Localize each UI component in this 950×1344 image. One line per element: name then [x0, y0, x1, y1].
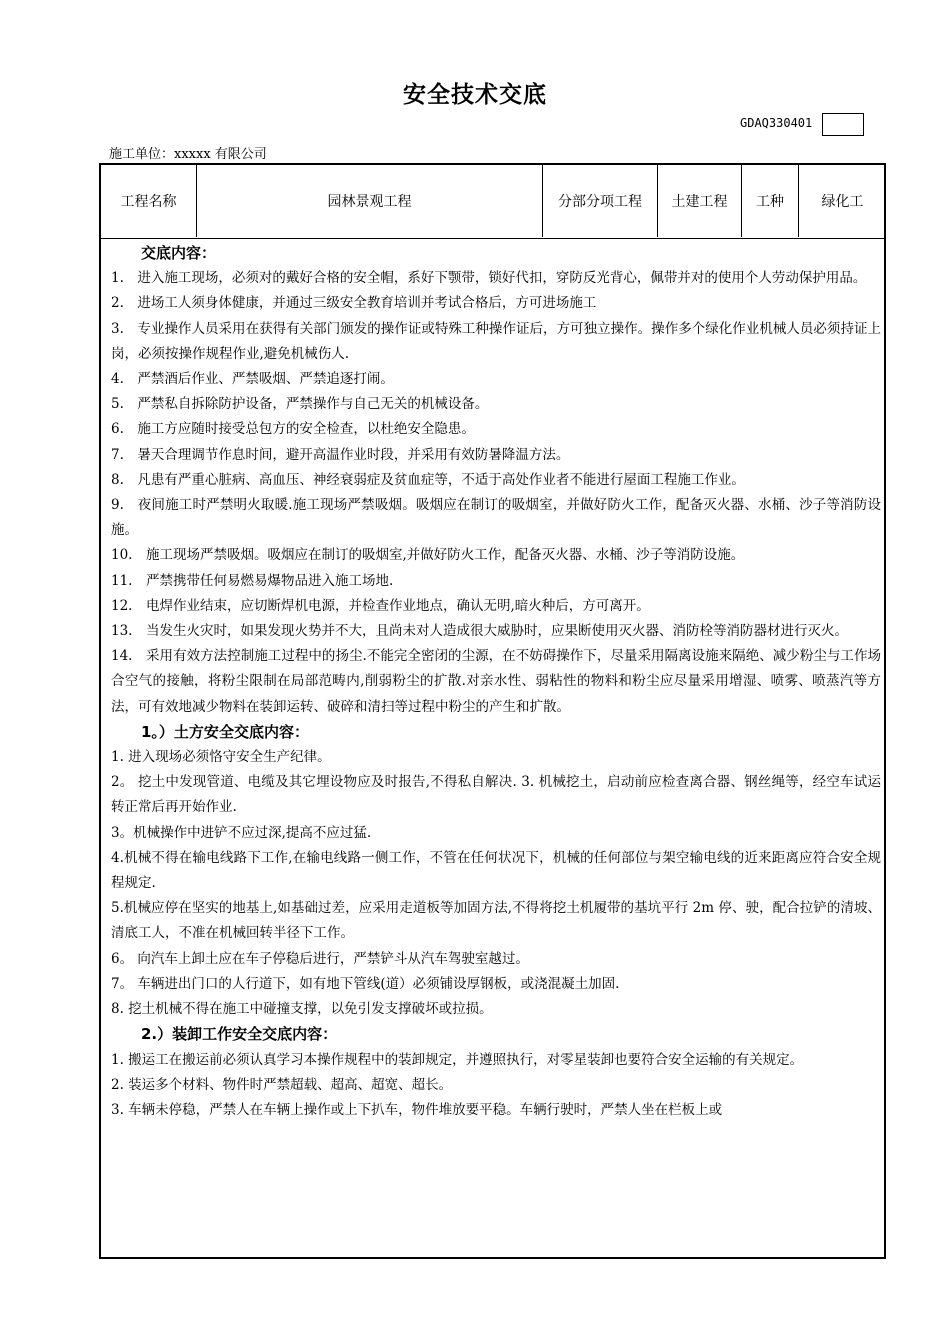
subdivision-value: 土建工程 [658, 165, 742, 237]
list-item: 13. 当发生火灾时，如果发现火势并不大，且尚未对人造成很大威胁时，应果断使用灭火器、消防栓等消防器材进行灭火。 [111, 623, 848, 640]
disclosure-content [111, 241, 881, 1123]
list-item: 2. 装运多个材料、物件时严禁超载、超高、超宽、超长。 [111, 1076, 453, 1093]
list-item: 2. 进场工人须身体健康，并通过三级安全教育培训并考试合格后，方可进场施工 [111, 295, 597, 312]
list-item: 1. 搬运工在搬运前必须认真学习本操作规程中的装卸规定，并遵照执行，对零星装卸也要符合安全运输的有关规定。 [111, 1051, 804, 1068]
list-item: 14. 采用有效方法控制施工过程中的扬尘.不能完全密闭的尘源，在不妨碍操作下，尽量采用隔离设施来隔绝、减少粉尘与工作场合空气的接触，将粉尘限制在局部范畴内,削弱粉尘的扩散.对亲水性、弱粘性的物料和粉尘应尽量采用增湿、喷雾、喷蒸汽等方法，可有效地减少物料在装卸运转、破碎和清扫等过程中粉尘的产生和扩散。 [111, 648, 881, 715]
document-title: 安全技术交底 [403, 82, 547, 108]
list-item: 5. 严禁私自拆除防护设备，严禁操作与自己无关的机械设备。 [111, 396, 489, 413]
list-item: 9. 夜间施工时严禁明火取暖.施工现场严禁吸烟。吸烟应在制订的吸烟室，并做好防火工作，配备灭火器、水桶、沙子等消防设施。 [111, 497, 881, 539]
project-name-label: 工程名称 [101, 165, 197, 237]
list-item: 6。 向汽车上卸土应在车子停稳后进行，严禁铲斗从汽车驾驶室越过。 [111, 950, 529, 967]
form-code: GDAQ330401 [740, 116, 813, 130]
trade-label: 工种 [742, 165, 799, 237]
section-heading-earthwork: 1。）土方安全交底内容： [141, 722, 309, 741]
list-item: 12. 电焊作业结束，应切断焊机电源，并检查作业地点，确认无明,暗火种后，方可离开。 [111, 597, 650, 614]
list-item: 7. 暑天合理调节作息时间，避开高温作业时段，并采用有效防暑降温方法。 [111, 446, 570, 463]
construction-unit: 施工单位：xxxxx 有限公司 [109, 147, 267, 162]
list-item: 3. 车辆未停稳，严禁人在车辆上操作或上下扒车，物件堆放要平稳。车辆行驶时，严禁人坐在栏板上或 [111, 1101, 723, 1118]
list-item: 11. 严禁携带任何易燃易爆物品进入施工场地. [111, 572, 394, 589]
list-item: 2。 挖土中发现管道、电缆及其它埋设物应及时报告,不得私自解决. 3. 机械挖土，启动前应检查离合器、钢丝绳等，经空车试运转正常后再开始作业. [111, 774, 881, 816]
trade-value: 绿化工 [821, 194, 864, 210]
list-item: 10. 施工现场严禁吸烟。吸烟应在制订的吸烟室,并做好防火工作，配备灭火器、水桶、沙子等消防设施。 [111, 547, 745, 564]
disclosure-table [99, 163, 886, 1259]
header-row [101, 165, 884, 239]
list-item: 6. 施工方应随时接受总包方的安全检查，以杜绝安全隐患。 [111, 421, 475, 438]
list-item: 3。机械操作中进铲不应过深,提高不应过猛. [111, 824, 372, 841]
list-item: 8. 挖土机械不得在施工中碰撞支撑，以免引发支撑破坏或拉损。 [111, 1001, 493, 1018]
list-item: 1. 进入施工现场，必须对的戴好合格的安全帽，系好下颚带，锁好代扣，穿防反光背心，佩带并对的使用个人劳动保护用品。 [111, 270, 867, 287]
list-item: 4. 严禁酒后作业、严禁吸烟、严禁追逐打闹。 [111, 371, 394, 388]
content-heading: 交底内容： [141, 244, 217, 262]
section-heading-loading: 2.）装卸工作安全交底内容： [141, 1025, 338, 1044]
list-item: 4.机械不得在输电线路下工作,在输电线路一侧工作，不管在任何状况下，机械的任何部位与架空输电线的近来距离应符合安全规程规定. [111, 849, 881, 892]
list-item: 5.机械应停在坚实的地基上,如基础过差，应采用走道板等加固方法,不得将挖土机履带的基坑平行 2m 停、驶，配合拉铲的清坡、清底工人，不准在机械回转半径下工作。 [111, 900, 881, 942]
list-item: 8. 凡患有严重心脏病、高血压、神经衰弱症及贫血症等，不适于高处作业者不能进行屋面工程施工作业。 [111, 471, 745, 488]
project-name-value: 园林景观工程 [197, 165, 543, 237]
list-item: 3. 专业操作人员采用在获得有关部门颁发的操作证或特殊工种操作证后，方可独立操作。操作多个绿化作业机械人员必须持证上岗，必须按操作规程作业,避免机械伤人. [111, 320, 881, 362]
list-item: 1. 进入现场必须恪守安全生产纪律。 [111, 749, 331, 766]
subdivision-label: 分部分项工程 [543, 165, 658, 237]
list-item: 7。 车辆进出门口的人行道下，如有地下管线(道）必须铺设厚钢板，或浇混凝土加固. [111, 975, 620, 992]
form-code-box [822, 113, 864, 136]
